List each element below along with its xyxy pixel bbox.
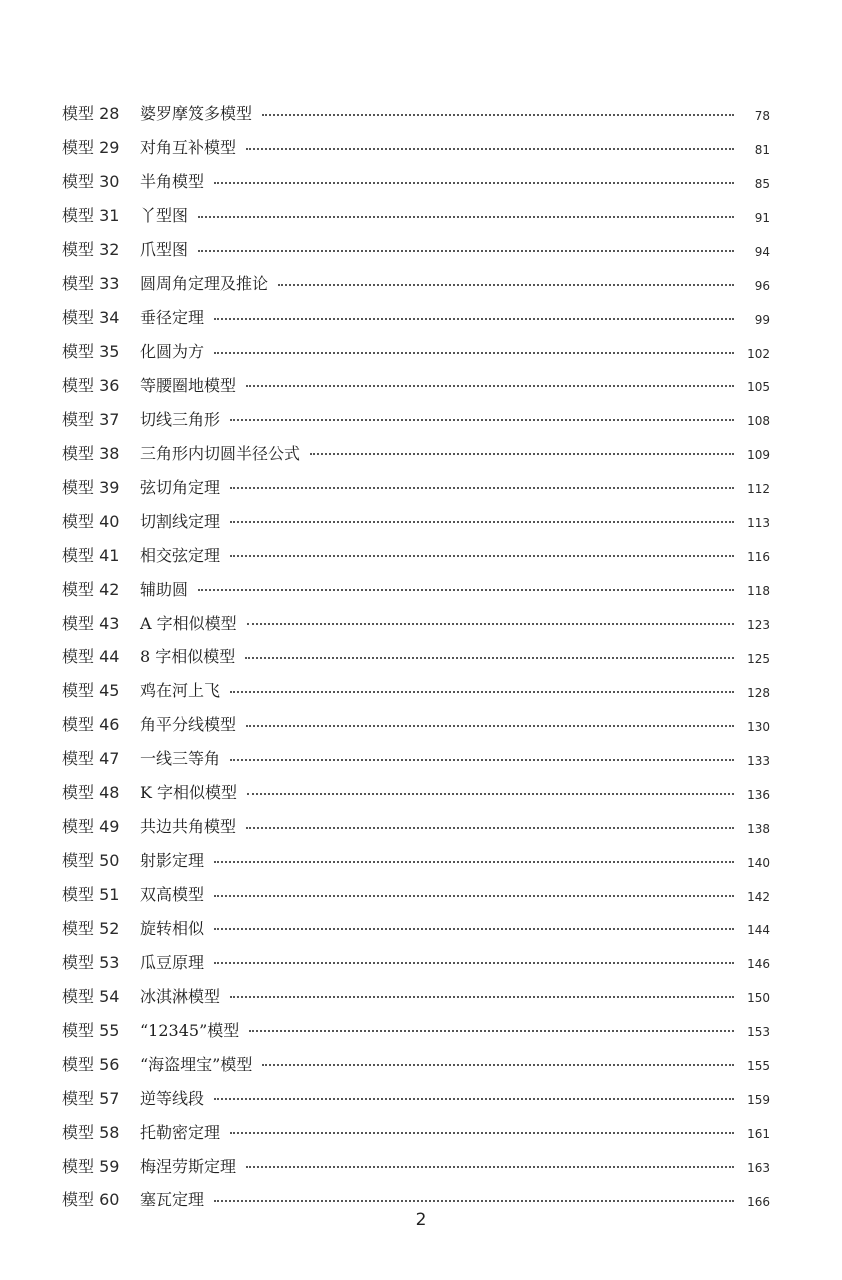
toc-entry-page: 138 <box>747 821 770 836</box>
toc-entry-number: 模型 41 <box>62 545 120 565</box>
toc-entry-page: 112 <box>747 482 770 497</box>
dot-leader <box>214 928 734 930</box>
dot-leader <box>214 962 734 964</box>
toc-entry[interactable] <box>62 639 770 673</box>
dot-leader <box>230 487 734 489</box>
dot-leader <box>247 623 734 625</box>
toc-entry[interactable] <box>62 96 770 130</box>
toc-entry-page: 96 <box>754 278 770 293</box>
toc-entry-number: 模型 30 <box>62 172 120 192</box>
toc-entry[interactable] <box>62 401 770 435</box>
toc-entry-number: 模型 35 <box>62 342 120 362</box>
toc-entry[interactable] <box>62 944 770 978</box>
dot-leader <box>278 284 734 286</box>
toc-entry[interactable] <box>62 368 770 402</box>
toc-entry-title: 旋转相似 <box>140 918 205 938</box>
dot-leader <box>214 861 734 863</box>
toc-entry[interactable] <box>62 334 770 368</box>
toc-entry-page: 99 <box>754 312 770 327</box>
toc-entry-title: 化圆为方 <box>140 342 205 362</box>
toc-entry-title: A 字相似模型 <box>140 613 237 633</box>
toc-entry-number: 模型 59 <box>62 1156 120 1176</box>
toc-entry-title: 三角形内切圆半径公式 <box>140 443 301 463</box>
toc-entry-number: 模型 44 <box>62 647 120 667</box>
toc-entry-page: 109 <box>747 448 770 463</box>
toc-entry[interactable] <box>62 300 770 334</box>
toc-entry-title: 塞瓦定理 <box>140 1190 205 1210</box>
toc-entry-number: 模型 57 <box>62 1088 120 1108</box>
toc-entry-number: 模型 60 <box>62 1190 120 1210</box>
toc-entry-number: 模型 51 <box>62 885 120 905</box>
toc-entry[interactable] <box>62 605 770 639</box>
toc-entry-title: 冰淇淋模型 <box>140 986 221 1006</box>
toc-entry[interactable] <box>62 1148 770 1182</box>
toc-entry-page: 108 <box>747 414 770 429</box>
toc-entry[interactable] <box>62 741 770 775</box>
toc-entry[interactable] <box>62 469 770 503</box>
toc-entry-number: 模型 52 <box>62 918 120 938</box>
toc-entry-number: 模型 33 <box>62 274 120 294</box>
toc-entry-number: 模型 56 <box>62 1054 120 1074</box>
toc-entry-page: 140 <box>747 855 770 870</box>
toc-entry-page: 125 <box>747 651 770 666</box>
toc-entry[interactable] <box>62 1114 770 1148</box>
toc-entry[interactable] <box>62 877 770 911</box>
dot-leader <box>230 691 734 693</box>
dot-leader <box>230 996 734 998</box>
dot-leader <box>214 352 734 354</box>
toc-entry-number: 模型 40 <box>62 511 120 531</box>
dot-leader <box>246 1166 734 1168</box>
toc-entry-number: 模型 43 <box>62 613 120 633</box>
dot-leader <box>214 895 734 897</box>
toc-entry-page: 118 <box>747 584 770 599</box>
toc-entry[interactable] <box>62 198 770 232</box>
dot-leader <box>246 725 734 727</box>
toc-entry-number: 模型 49 <box>62 817 120 837</box>
toc-entry-title: 逆等线段 <box>140 1088 205 1108</box>
dot-leader <box>310 453 734 455</box>
toc-entry-title: 共边共角模型 <box>140 817 237 837</box>
toc-entry-title: 圆周角定理及推论 <box>140 274 269 294</box>
toc-entry-title: 切线三角形 <box>140 409 221 429</box>
dot-leader <box>230 759 734 761</box>
dot-leader <box>230 555 734 557</box>
toc-entry-number: 模型 28 <box>62 104 120 124</box>
toc-entry-title: 等腰圈地模型 <box>140 375 237 395</box>
toc-entry-page: 105 <box>747 380 770 395</box>
toc-entry-number: 模型 45 <box>62 681 120 701</box>
dot-leader <box>230 419 734 421</box>
dot-leader <box>246 148 734 150</box>
toc-entry-number: 模型 38 <box>62 443 120 463</box>
toc-entry-page: 161 <box>747 1127 770 1142</box>
toc-entry-title: 瓜豆原理 <box>140 952 205 972</box>
toc-entry[interactable] <box>62 435 770 469</box>
toc-list <box>62 96 770 1216</box>
toc-entry[interactable] <box>62 978 770 1012</box>
toc-entry-page: 159 <box>747 1093 770 1108</box>
toc-entry-page: 155 <box>747 1059 770 1074</box>
toc-entry-page: 144 <box>747 923 770 938</box>
toc-entry-page: 123 <box>747 618 770 633</box>
toc-entry[interactable] <box>62 673 770 707</box>
toc-entry-page: 163 <box>747 1161 770 1176</box>
page-number: 2 <box>415 1210 427 1230</box>
toc-entry-number: 模型 32 <box>62 240 120 260</box>
dot-leader <box>198 589 734 591</box>
toc-entry-number: 模型 39 <box>62 477 120 497</box>
toc-entry[interactable] <box>62 1046 770 1080</box>
toc-entry-title: 双高模型 <box>140 885 205 905</box>
toc-entry-title: “海盗埋宝”模型 <box>140 1054 253 1074</box>
toc-entry-number: 模型 34 <box>62 308 120 328</box>
toc-entry[interactable] <box>62 537 770 571</box>
dot-leader <box>246 827 734 829</box>
toc-entry-page: 91 <box>754 210 770 225</box>
toc-entry-title: 角平分线模型 <box>140 715 237 735</box>
toc-entry-page: 153 <box>747 1025 770 1040</box>
toc-entry-page: 78 <box>754 108 770 123</box>
toc-entry[interactable] <box>62 503 770 537</box>
toc-entry-number: 模型 42 <box>62 579 120 599</box>
dot-leader <box>214 1098 734 1100</box>
toc-entry-title: 8 字相似模型 <box>140 647 236 667</box>
toc-entry-title: “12345”模型 <box>140 1020 240 1040</box>
dot-leader <box>262 114 734 116</box>
toc-entry-title: K 字相似模型 <box>140 783 238 803</box>
toc-entry-page: 85 <box>754 176 770 191</box>
toc-entry-title: 弦切角定理 <box>140 477 221 497</box>
toc-entry[interactable] <box>62 130 770 164</box>
toc-entry-title: 托勒密定理 <box>140 1122 221 1142</box>
toc-entry-page: 142 <box>747 889 770 904</box>
dot-leader <box>246 385 734 387</box>
dot-leader <box>214 1200 734 1202</box>
toc-entry-title: 相交弦定理 <box>140 545 221 565</box>
toc-entry-page: 116 <box>747 550 770 565</box>
toc-entry[interactable] <box>62 843 770 877</box>
dot-leader <box>198 216 734 218</box>
toc-entry-title: 丫型图 <box>140 206 189 226</box>
toc-entry-page: 150 <box>747 991 770 1006</box>
toc-entry-page: 113 <box>747 516 770 531</box>
toc-entry-number: 模型 47 <box>62 749 120 769</box>
toc-entry[interactable] <box>62 809 770 843</box>
toc-entry-title: 鸡在河上飞 <box>140 681 221 701</box>
toc-entry-title: 射影定理 <box>140 851 205 871</box>
toc-entry-number: 模型 50 <box>62 851 120 871</box>
toc-entry-title: 对角互补模型 <box>140 138 237 158</box>
toc-entry-number: 模型 31 <box>62 206 120 226</box>
toc-entry[interactable] <box>62 1012 770 1046</box>
toc-entry[interactable] <box>62 911 770 945</box>
toc-entry-number: 模型 29 <box>62 138 120 158</box>
toc-entry-page: 81 <box>754 142 770 157</box>
toc-entry-title: 半角模型 <box>140 172 205 192</box>
toc-entry-title: 辅助圆 <box>140 579 189 599</box>
toc-entry-number: 模型 36 <box>62 375 120 395</box>
dot-leader <box>230 521 734 523</box>
toc-entry-number: 模型 48 <box>62 783 120 803</box>
toc-entry-number: 模型 53 <box>62 952 120 972</box>
toc-entry-page: 102 <box>747 346 770 361</box>
toc-entry[interactable] <box>62 1080 770 1114</box>
toc-entry-page: 94 <box>754 244 770 259</box>
toc-entry-title: 一线三等角 <box>140 749 221 769</box>
dot-leader <box>198 250 734 252</box>
toc-entry-title: 垂径定理 <box>140 308 205 328</box>
toc-entry-page: 130 <box>747 719 770 734</box>
toc-entry-number: 模型 54 <box>62 986 120 1006</box>
toc-entry-page: 166 <box>747 1194 770 1209</box>
dot-leader <box>247 793 734 795</box>
dot-leader <box>214 182 734 184</box>
toc-entry-title: 切割线定理 <box>140 511 221 531</box>
toc-entry-number: 模型 58 <box>62 1122 120 1142</box>
dot-leader <box>245 657 734 659</box>
toc-entry[interactable] <box>62 707 770 741</box>
toc-entry[interactable] <box>62 266 770 300</box>
toc-entry-title: 梅涅劳斯定理 <box>140 1156 237 1176</box>
toc-entry[interactable] <box>62 232 770 266</box>
dot-leader <box>262 1064 734 1066</box>
dot-leader <box>230 1132 734 1134</box>
table-of-contents <box>62 96 770 1216</box>
toc-entry-number: 模型 46 <box>62 715 120 735</box>
toc-entry-title: 爪型图 <box>140 240 189 260</box>
toc-entry-page: 136 <box>747 787 770 802</box>
toc-entry[interactable] <box>62 571 770 605</box>
dot-leader <box>249 1030 734 1032</box>
toc-entry-page: 146 <box>747 957 770 972</box>
toc-entry[interactable] <box>62 775 770 809</box>
toc-entry-number: 模型 37 <box>62 409 120 429</box>
toc-entry-page: 128 <box>747 685 770 700</box>
toc-entry-title: 婆罗摩笈多模型 <box>140 104 253 124</box>
toc-entry-page: 133 <box>747 753 770 768</box>
toc-entry[interactable] <box>62 164 770 198</box>
toc-entry-number: 模型 55 <box>62 1020 120 1040</box>
dot-leader <box>214 318 734 320</box>
